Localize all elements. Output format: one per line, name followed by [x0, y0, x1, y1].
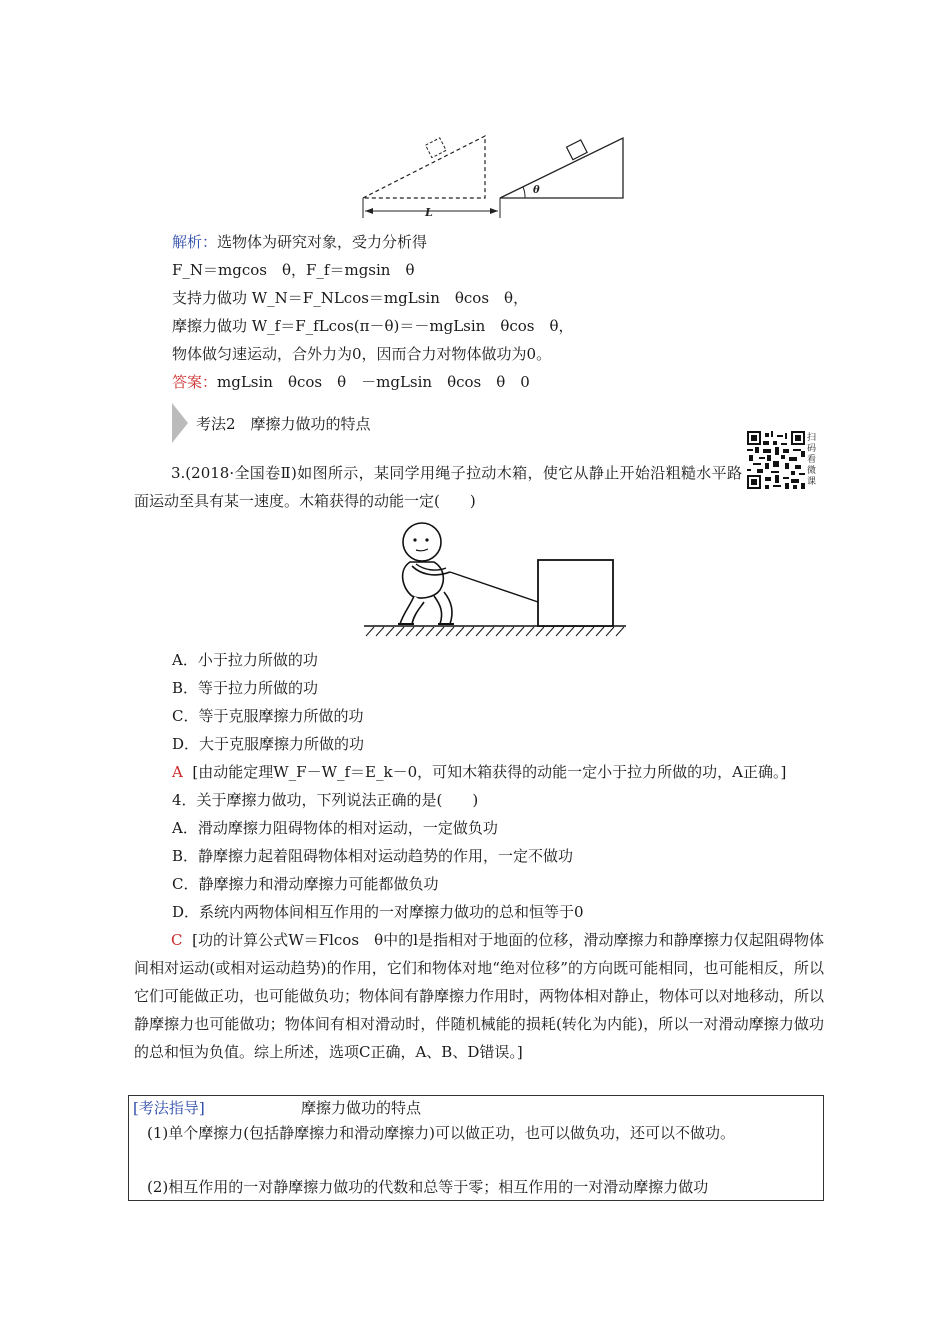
incline-figure	[355, 128, 635, 223]
answer-tag: 答案：	[172, 373, 218, 391]
pulling-crate-figure	[360, 516, 630, 640]
q4-option-a: A．滑动摩擦力阻碍物体的相对运动，一定做负功	[172, 819, 498, 837]
guide-tag: [考法指导]	[133, 1099, 205, 1117]
guide-point-1: (1)单个摩擦力(包括静摩擦力和滑动摩擦力)可以做正功，也可以做负功，还可以不做功。	[147, 1124, 735, 1142]
q3-option-d: D．大于克服摩擦力所做的功	[172, 735, 365, 753]
solution-tag: 解析：	[172, 233, 218, 251]
answer-line	[172, 372, 530, 392]
q3-explanation: [由动能定理W_F－W_f＝E_k－0，可知木箱获得的动能一定小于拉力所做的功，A正确。]	[192, 763, 787, 781]
q4-answer-letter: C	[171, 931, 183, 949]
solution-eq2: 支持力做功 W_N＝F_NLcos＝mgLsin θcos θ，	[172, 289, 529, 307]
q3-option-c: C．等于克服摩擦力所做的功	[172, 707, 364, 725]
section-arrow-icon	[172, 403, 188, 443]
q4-stem: 4．关于摩擦力做功，下列说法正确的是( )	[172, 791, 479, 809]
q4-option-c: C．静摩擦力和滑动摩擦力可能都做负功	[172, 875, 439, 893]
q3-answer-line	[172, 762, 786, 782]
q4-option-b: B．静摩擦力起着阻碍物体相对运动趋势的作用，一定不做功	[172, 847, 574, 865]
label-theta: θ	[533, 185, 540, 196]
q4-option-d: D．系统内两物体间相互作用的一对摩擦力做功的总和恒等于0	[172, 903, 584, 921]
q4-explanation: [功的计算公式W＝Flcos θ中的l是指相对于地面的位移，滑动摩擦力和静摩擦力仅起阻碍物体间相对运动(或相对运动趋势)的作用，它们和物体对地“绝对位移”的方向既可能相同，也可能相反，所以它们可能做正功，也可能做负功；物体间有静摩擦力作用时，两物体相对静止，物体可以对地移动，所以静摩擦力也可能做功；物体间有相对滑动时，伴随机械能的损耗(转化为内能)，所以一对滑动摩擦力做功的总和恒为负值。综上所述，选项C正确，A、B、D错误。]	[134, 931, 825, 1061]
label-L: L	[425, 206, 433, 219]
q3-answer-letter: A	[172, 763, 183, 781]
qr-code-icon	[747, 431, 805, 489]
answer-text: mgLsin θcos θ －mgLsin θcos θ 0	[217, 373, 530, 391]
solution-intro-line	[172, 232, 427, 252]
q4-answer-block	[134, 926, 824, 1066]
solution-eq1: F_N＝mgcos θ，F_f＝mgsin θ	[172, 261, 415, 279]
section-title: 考法2 摩擦力做功的特点	[196, 415, 371, 433]
qr-caption: 扫码看微课	[807, 433, 817, 487]
q3-option-b: B．等于拉力所做的功	[172, 679, 319, 697]
solution-eq4: 物体做匀速运动，合外力为0，因而合力对物体做功为0。	[172, 345, 552, 363]
method-guide-box	[128, 1095, 824, 1201]
solution-intro: 选物体为研究对象，受力分析得	[217, 233, 428, 251]
guide-title: 摩擦力做功的特点	[301, 1099, 422, 1117]
solution-eq3: 摩擦力做功 W_f＝F_fLcos(π－θ)＝－mgLsin θcos θ，	[172, 317, 574, 335]
guide-point-2: (2)相互作用的一对静摩擦力做功的代数和总等于零；相互作用的一对滑动摩擦力做功	[147, 1178, 709, 1196]
q3-stem: 3.(2018·全国卷Ⅱ)如图所示，某同学用绳子拉动木箱，使它从静止开始沿粗糙水平路面运动至具有某一速度。木箱获得的动能一定( )	[134, 464, 742, 510]
q3-option-a: A．小于拉力所做的功	[172, 651, 318, 669]
